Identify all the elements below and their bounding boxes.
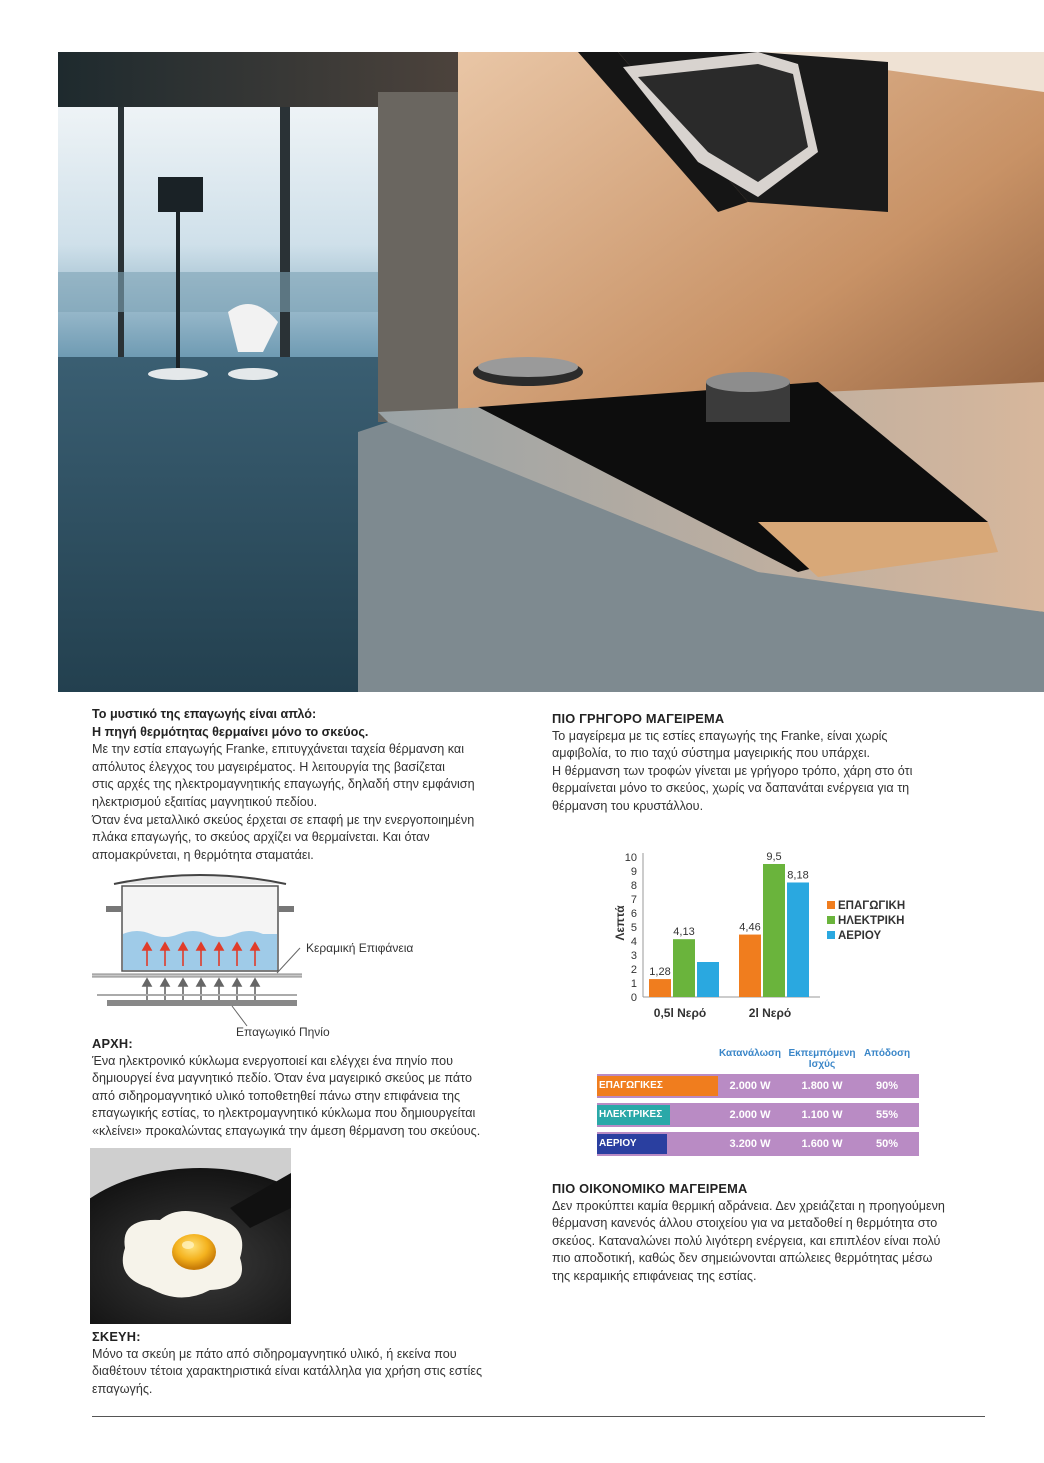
- intro-line: στις αρχές της ηλεκτρομαγνητικής επαγωγής, δηλαδή στην εμφάνιση: [92, 777, 475, 792]
- y-tick-label: 0: [630, 992, 637, 1004]
- bar: [739, 935, 761, 997]
- legend-label: ΑΕΡΙΟΥ: [838, 930, 882, 942]
- cell-power: 1.600 W: [801, 1138, 843, 1150]
- table-row: [597, 1074, 919, 1098]
- bar-value-label: 9,5: [766, 851, 782, 863]
- bar: [697, 962, 719, 997]
- cell-efficiency: 55%: [875, 1109, 899, 1121]
- table-row: [597, 1132, 919, 1156]
- y-tick-label: 1: [630, 978, 637, 990]
- row-label: ΕΠΑΓΩΓΙΚΕΣ: [597, 1076, 718, 1096]
- bar-value-label: 8,18: [787, 869, 809, 882]
- label-ceramic-surface: Κεραμική Επιφάνεια: [306, 941, 414, 955]
- cell-power: 1.800 W: [801, 1080, 843, 1092]
- cell-efficiency: 90%: [875, 1080, 899, 1092]
- faster-line: θέρμανση του κρυστάλλου.: [552, 798, 704, 813]
- header-power: Εκπεμπόμενη Ισχύς: [788, 1048, 856, 1070]
- principle-line: επαγωγικής εστίας, το ηλεκτρομαγνητικό κύκλωμα που δημιουργείται: [92, 1106, 476, 1121]
- cell-consumption: 2.000 W: [729, 1080, 771, 1092]
- bar-value-label: 4,46: [739, 921, 761, 934]
- chart-svg: [605, 845, 935, 1025]
- intro-line: πλάκα επαγωγής, το σκεύος αρχίζει να θερμαίνεται. Και όταν: [92, 830, 430, 845]
- principle-line: Ένα ηλεκτρονικό κύκλωμα ενεργοποιεί και ελέγχει ένα πηνίο που: [92, 1053, 453, 1068]
- cookware-title: ΣΚΕΥΗ:: [92, 1329, 141, 1344]
- cell-consumption: 3.200 W: [729, 1138, 771, 1150]
- faster-line: Το μαγείρεμα με τις εστίες επαγωγής της Franke, είναι χωρίς: [552, 728, 888, 743]
- intro-line: απομακρύνεται, η θερμότητα σταματάει.: [92, 847, 314, 862]
- y-axis-label: Λεπτά: [613, 905, 627, 941]
- principle-section: [92, 1035, 522, 1141]
- hero-kitchen-photo: [58, 52, 1044, 692]
- row-label: ΑΕΡΙΟΥ: [597, 1134, 667, 1154]
- y-tick-label: 9: [630, 866, 637, 878]
- y-tick-label: 8: [630, 880, 637, 892]
- x-category-label: 0,5l Νερό: [653, 1006, 707, 1020]
- intro-section: [92, 706, 522, 864]
- intro-line: Με την εστία επαγωγής Franke, επιτυγχάνεται ταχεία θέρμανση και: [92, 742, 465, 757]
- cell-consumption: 2.000 W: [729, 1109, 771, 1121]
- x-category-label: 2l Νερό: [748, 1006, 792, 1020]
- header-efficiency: Απόδοση: [863, 1048, 911, 1059]
- y-tick-label: 5: [630, 922, 637, 934]
- cookware-line: Μόνο τα σκεύη με πάτο από σιδηρομαγνητικό υλικό, ή εκείνα που: [92, 1346, 457, 1361]
- label-induction-coil: Επαγωγικό Πηνίο: [236, 1025, 330, 1039]
- legend-swatch: [827, 931, 835, 939]
- y-tick-label: 4: [630, 936, 637, 948]
- y-tick-label: 3: [630, 950, 637, 962]
- eco-line: σκεύος. Καταναλώνει πολύ λιγότερη ενέργεια, και επιπλέον είναι πολύ: [552, 1233, 941, 1248]
- row-label: ΗΛΕΚΤΡΙΚΕΣ: [597, 1105, 670, 1125]
- bar: [763, 864, 785, 997]
- bar: [649, 979, 671, 997]
- cookware-line: επαγωγής.: [92, 1381, 153, 1396]
- economical-title: ΠΙΟ ΟΙΚΟΝΟΜΙΚΟ ΜΑΓΕΙΡΕΜΑ: [552, 1181, 748, 1196]
- table-row: [597, 1103, 919, 1127]
- principle-line: «κλείνει» προκαλώντας επαγωγικά την άμεση θέρμανση του σκεύους.: [92, 1123, 481, 1138]
- legend-swatch: [827, 901, 835, 909]
- faster-line: αμφιβολία, το πιο ταχύ σύστημα μαγειρικής που υπάρχει.: [552, 746, 871, 761]
- principle-title: ΑΡΧΗ:: [92, 1036, 133, 1051]
- cell-efficiency: 50%: [875, 1138, 899, 1150]
- bar: [673, 939, 695, 997]
- faster-line: Η θέρμανση των τροφών γίνεται με γρήγορο τρόπο, χάρη στο ότι: [552, 763, 913, 778]
- bar-value-label: 1,28: [649, 966, 671, 979]
- principle-line: δημιουργεί ένα μαγνητικό πεδίο. Όταν ένα μαγειρικό σκεύος με πάτο: [92, 1071, 472, 1086]
- intro-line: Όταν ένα μεταλλικό σκεύος έρχεται σε επαφή με την ενεργοποιημένη: [92, 812, 475, 827]
- economical-cooking-section: [552, 1180, 992, 1286]
- intro-heading-2: Η πηγή θερμότητας θερμαίνει μόνο το σκεύος.: [92, 724, 369, 739]
- faster-cooking-section: [552, 710, 992, 816]
- eco-line: της κεραμικής επιφάνειας της εστίας.: [552, 1268, 757, 1283]
- eco-line: Δεν προκύπτει καμία θερμική αδράνεια. Δεν χρειάζεται η προηγούμενη: [552, 1198, 945, 1213]
- y-tick-label: 2: [630, 964, 637, 976]
- bottom-divider: [92, 1416, 985, 1417]
- power-comparison-table: [597, 1046, 919, 1166]
- cookware-section: [92, 1328, 532, 1398]
- intro-heading-1: Το μυστικό της επαγωγής είναι απλό:: [92, 707, 317, 721]
- y-tick-label: 6: [630, 908, 637, 920]
- bar-value-label: 4,13: [673, 926, 695, 939]
- cooking-time-chart: [605, 845, 935, 1025]
- legend-label: ΕΠΑΓΩΓΙΚΗ: [838, 900, 906, 912]
- egg-pan-photo: [90, 1148, 291, 1324]
- legend-label: ΗΛΕΚΤΡΙΚΗ: [838, 915, 905, 927]
- legend-swatch: [827, 916, 835, 924]
- intro-line: απόλυτος έλεγχος του μαγειρέματος. Η λειτουργία της βασίζεται: [92, 759, 445, 774]
- eco-line: θέρμανση κανενός άλλου στοιχείου για να μεταδοθεί η θερμότητα στο: [552, 1216, 938, 1231]
- bar: [787, 882, 809, 997]
- faster-line: θερμαίνεται μόνο το σκεύος, χωρίς να δαπανάται ενέργεια για τη: [552, 781, 910, 796]
- y-tick-label: 10: [624, 852, 637, 864]
- faster-cooking-title: ΠΙΟ ΓΡΗΓΟΡΟ ΜΑΓΕΙΡΕΜΑ: [552, 711, 725, 726]
- principle-line: από σιδηρομαγνητικό υλικό τοποθετηθεί πάνω στην επιφάνεια της: [92, 1088, 461, 1103]
- y-tick-label: 7: [630, 894, 637, 906]
- intro-line: ηλεκτρισμού εξαιτίας μαγνητικού πεδίου.: [92, 794, 318, 809]
- header-consumption: Κατανάλωση: [718, 1048, 782, 1059]
- cell-power: 1.100 W: [801, 1109, 843, 1121]
- cookware-line: διαθέτουν τέτοια χαρακτηριστικά είναι κατάλληλα για χρήση στις εστίες: [92, 1364, 483, 1379]
- eco-line: πιο αποδοτική, καθώς δεν σημειώνονται απώλειες θερμότητας μέσω: [552, 1251, 933, 1266]
